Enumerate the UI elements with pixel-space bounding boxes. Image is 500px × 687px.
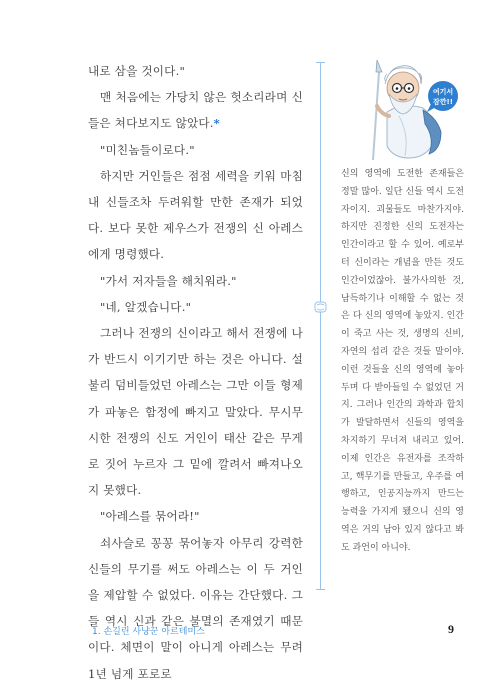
badge-line-1: 여기서 xyxy=(432,88,454,96)
paragraph-9: 쇠사슬로 꽁꽁 묶어놓자 아무리 강력한 신들의 무기를 써도 아레스는 이 두 거인을 제압할 수 없었다. 이유는 간단했다. 그들 역시 신과 같은 불멸의 존재였기 때문이다. 체면이 말이 아니게 아레스는 무려 1년 넘게 포로로 xyxy=(88,535,303,681)
zeus-illustration xyxy=(353,54,463,162)
chapter-footer: 1. 손길린 사냥꾼 아르테미스 xyxy=(92,627,205,637)
divider-ornament-icon xyxy=(312,300,329,314)
paragraph-8: "아레스를 묶어라!" xyxy=(100,509,200,524)
paragraph-2 xyxy=(88,84,303,136)
paragraph-7: 그러나 전쟁의 신이라고 해서 전쟁에 나가 반드시 이기기만 하는 것은 아니다. 설불리 덤비들었던 아레스는 그만 이들 형제가 파놓은 함정에 빠지고 말았다. 무시무시한 전쟁의 신도 거인이 태산 같은 무게로 짓어 누르자 그 밑에 깔려서 빠져나오지 못했다. xyxy=(88,326,303,498)
paragraph-6: "네, 알겠습니다." xyxy=(100,299,192,314)
paragraph-5: "가서 저자들을 해치워라." xyxy=(100,273,237,288)
column-divider xyxy=(320,62,321,590)
sidebar-note xyxy=(341,166,464,558)
paragraph-1: 내로 삼을 것이다." xyxy=(88,64,185,78)
main-column xyxy=(88,58,303,687)
sidebar-text: 신의 영역에 도전한 존재들은 정말 많아. 일단 신들 역시 도전자이지. 괴물들도 마찬가지야. 하지만 진정한 신의 도전자는 인간이라고 할 수 있어. 예로부터 신이라는 개념을 만든 것도 인간이었잖아. 불가사의한 것, 남득하기나 이해할 수 없는 것은 다 신의 영역에 놓았지. 인간이 죽고 사는 것, 생명의 신비, 자연의 섭리 같은 것들 말이야. 이런 것들을 신의 영역에 놓아두며 다 받아들일 수 없었던 거지. 그러나 인간의 과학과 합치가 발달하면서 신들의 영역을 차지하기 무너져 내리고 있어. 이제 인간은 유전자를 조작하고, 핵무기를 만들고, 우주를 여행하고, 인공지능까지 만드는 능력을 가지게 됐으니 신의 영역은 거의 남아 있지 않다고 봐도 과언이 아니야. xyxy=(341,169,464,553)
paragraph-3: "미친놈들이로다." xyxy=(100,142,195,157)
paragraph-2-text: 맨 처음에는 가당치 않은 헛소리라며 신들은 쳐다보지도 않았다. xyxy=(88,90,303,131)
badge-line-2: 잠깐!! xyxy=(433,98,453,106)
page-number: 9 xyxy=(448,622,454,636)
divider-bottom-tick xyxy=(316,589,325,590)
footnote-mark[interactable]: * xyxy=(213,116,220,131)
divider-top-tick xyxy=(316,62,325,63)
paragraph-4: 하지만 거인들은 점점 세력을 키워 마침내 신들조차 두려워할 만한 존재가 되었다. 보다 못한 제우스가 전쟁의 신 아레스에게 명령했다. xyxy=(88,168,303,262)
